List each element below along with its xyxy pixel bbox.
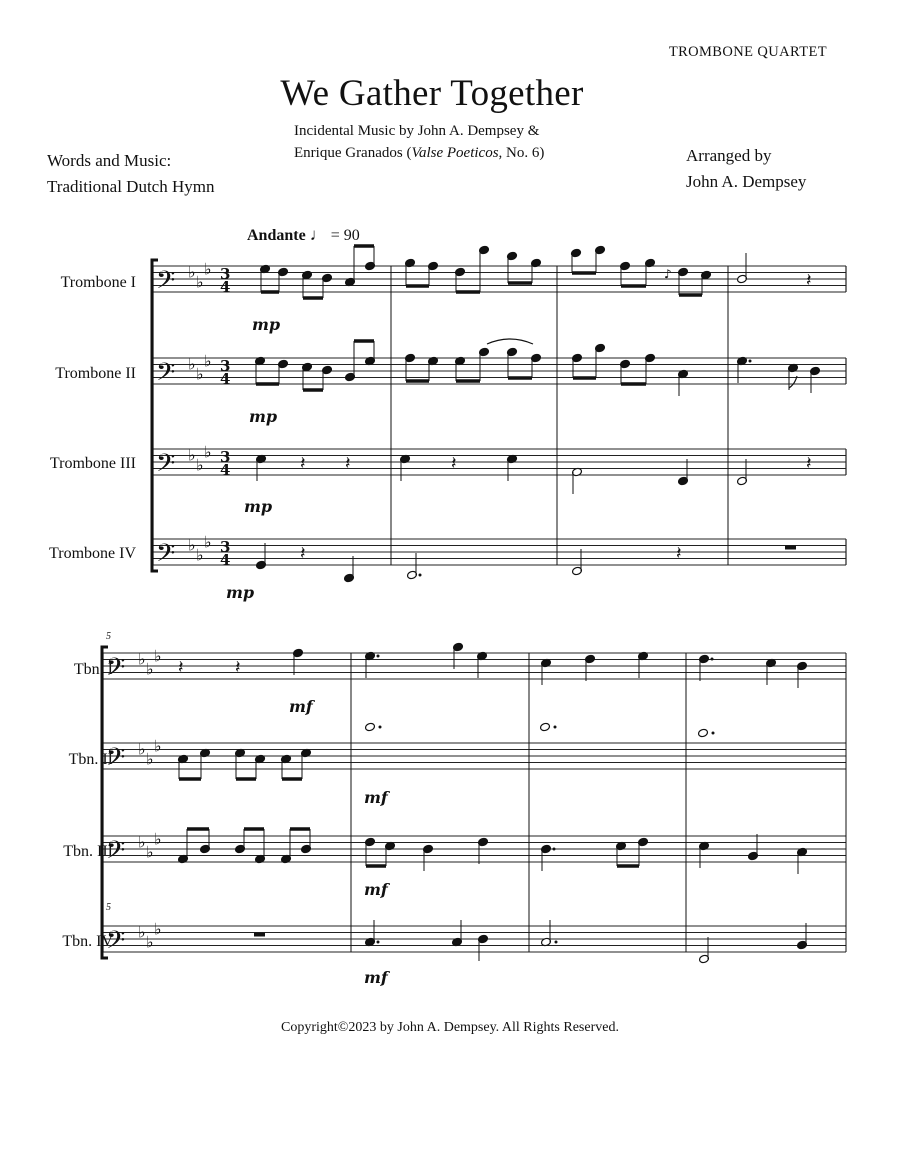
dynamic-mf-tbn3: mf [364,880,388,899]
bass-clef-icon: 𝄢 [106,926,126,961]
time-signature-denominator: 4 [220,461,231,479]
key-signature-flat: ♭ [196,272,204,292]
dot [712,732,715,735]
key-signature-flat: ♭ [204,259,212,279]
system-bracket [102,647,108,958]
key-signature-flat: ♭ [154,646,162,666]
incidental-line-2: Enrique Granados (Valse Poeticos, No. 6) [294,145,545,161]
system-bracket [152,260,158,571]
key-signature-flat: ♭ [204,351,212,371]
time-signature-denominator: 4 [220,370,231,388]
bass-clef-icon: 𝄢 [106,743,126,778]
key-signature-flat: ♭ [146,932,154,952]
quarter-rest-icon: 𝄽 [300,453,306,474]
bass-clef-icon: 𝄢 [156,358,176,393]
dot [377,655,380,658]
dynamic-mp-tbn2: mp [249,407,278,426]
instrument-label-tbn-4: Tbn. IV [62,933,113,950]
bass-clef-icon: 𝄢 [106,836,126,871]
quarter-rest-icon: 𝄽 [300,543,306,564]
copyright-notice: Copyright©2023 by John A. Dempsey. All Rights Reserved. [281,1020,619,1035]
incidental-line-1: Incidental Music by John A. Dempsey & [294,123,540,139]
key-signature-flat: ♭ [188,535,196,555]
ensemble-label: TROMBONE QUARTET [668,44,827,60]
instrument-label-tbn-2: Tbn. II [68,751,113,768]
words-credit: Words and Music: Traditional Dutch Hymn [47,151,215,196]
key-signature-flat: ♭ [204,442,212,462]
quarter-rest-icon: 𝄽 [451,453,457,474]
key-signature-flat: ♭ [146,842,154,862]
key-signature-flat: ♭ [196,455,204,475]
key-signature-flat: ♭ [138,649,146,669]
key-signature-flat: ♭ [138,922,146,942]
dynamic-mp-tbn1: mp [252,315,281,334]
instrument-label-trombone-2: Trombone II [55,365,136,382]
tie [487,339,533,344]
bass-clef-icon: 𝄢 [156,539,176,574]
time-signature-denominator: 4 [220,551,231,569]
whole-rest [254,933,265,937]
dynamic-mf-tbn1: mf [289,697,313,716]
quarter-rest-icon: 𝄽 [345,453,351,474]
key-signature-flat: ♭ [146,659,154,679]
key-signature-flat: ♭ [188,262,196,282]
key-signature-flat: ♭ [146,749,154,769]
instrument-label-trombone-1: Trombone I [60,274,136,291]
quarter-rest-icon: 𝄽 [178,657,184,678]
time-signature-numerator: 3 [220,265,231,283]
time-signature-numerator: 3 [220,538,231,556]
notehead [365,722,376,732]
instrument-label-tbn-1: Tbn. I [73,661,113,678]
quarter-rest-icon: 𝄽 [806,270,812,291]
quarter-note-icon: ♩ [309,225,327,244]
key-signature-flat: ♭ [188,445,196,465]
quarter-rest-icon: 𝄽 [806,453,812,474]
bass-clef-icon: 𝄢 [156,449,176,484]
tempo-marking: Andante ♩ = 90 [247,225,360,244]
instrument-label-trombone-3: Trombone III [49,455,136,472]
key-signature-flat: ♭ [154,829,162,849]
whole-rest [785,546,796,550]
key-signature-flat: ♭ [138,832,146,852]
page-title: We Gather Together [280,73,584,114]
key-signature-flat: ♭ [188,354,196,374]
dot [377,941,380,944]
dot [553,848,556,851]
key-signature-flat: ♭ [196,364,204,384]
key-signature-flat: ♭ [204,532,212,552]
dot [749,360,752,363]
arranger-credit: Arranged by John A. Dempsey [686,146,807,191]
time-signature-numerator: 3 [220,448,231,466]
dot [379,726,382,729]
time-signature-denominator: 4 [220,278,231,296]
measure-number: 5 [106,902,111,913]
quarter-rest-icon: 𝄽 [235,657,241,678]
dynamic-mf-tbn4: mf [364,968,388,987]
grace-note: ♪ [664,267,672,281]
dynamic-mp-tbn3: mp [244,497,273,516]
bass-clef-icon: 𝄢 [156,266,176,301]
dynamic-mf-tbn2: mf [364,788,388,807]
time-signature-numerator: 3 [220,357,231,375]
measure-number: 5 [106,631,111,642]
dot [555,941,558,944]
instrument-label-tbn-3: Tbn. III [63,843,113,860]
bass-clef-icon: 𝄢 [106,653,126,688]
dot [419,574,422,577]
key-signature-flat: ♭ [196,545,204,565]
key-signature-flat: ♭ [138,739,146,759]
key-signature-flat: ♭ [154,919,162,939]
notehead [540,722,551,732]
instrument-label-trombone-4: Trombone IV [49,545,136,562]
dot [554,726,557,729]
quarter-rest-icon: 𝄽 [676,543,682,564]
dot [711,658,714,661]
key-signature-flat: ♭ [154,736,162,756]
notehead [698,728,709,738]
dynamic-mp-tbn4: mp [226,583,255,602]
